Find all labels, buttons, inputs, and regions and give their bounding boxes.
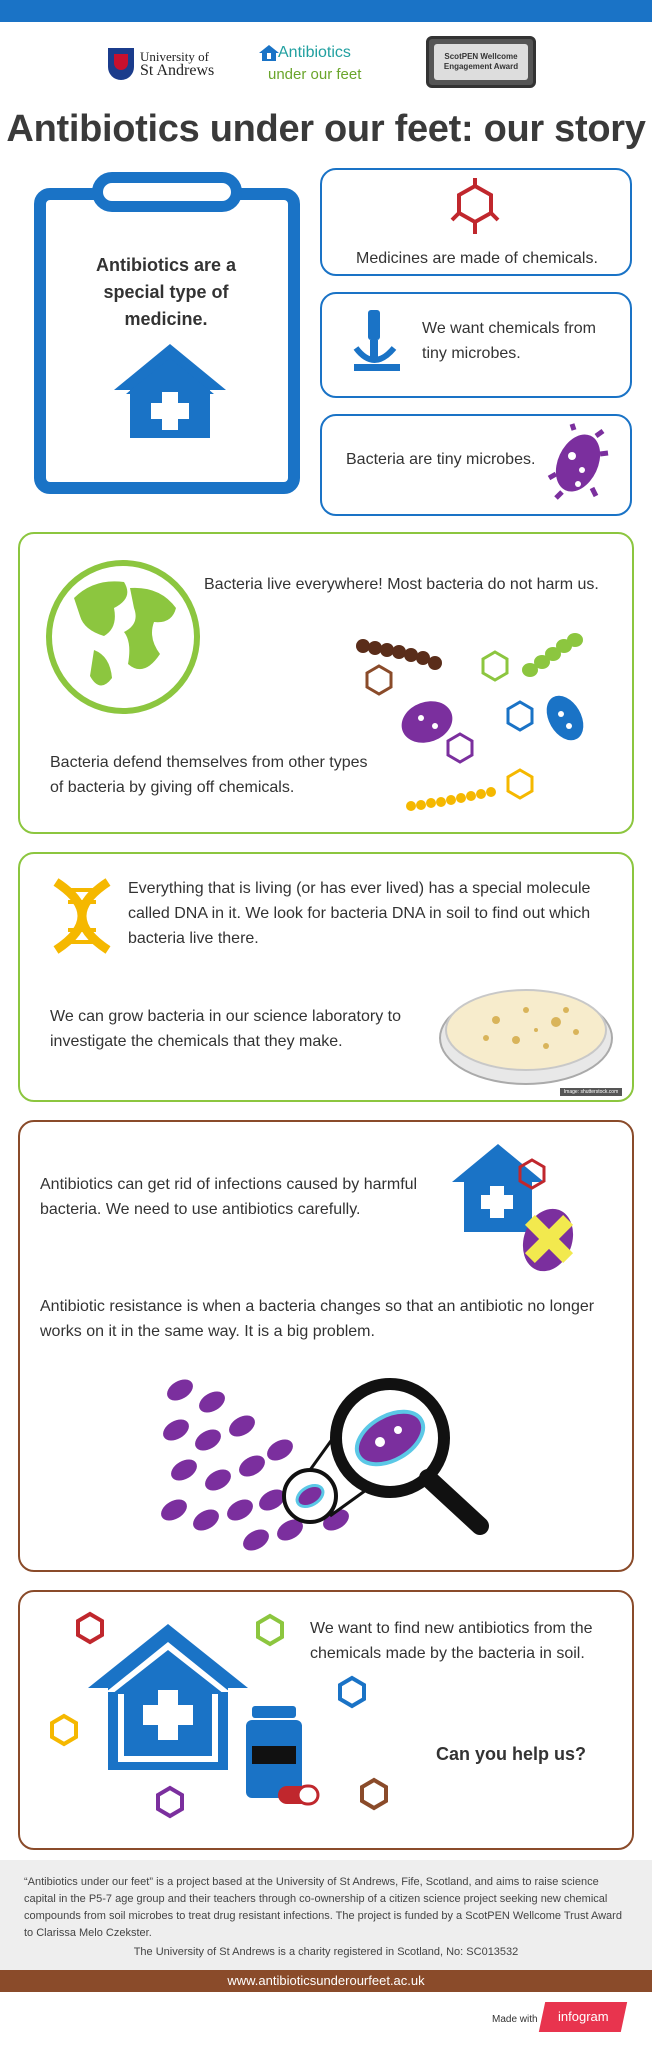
bacteria-everywhere-text: Bacteria live everywhere! Most bacteria do not harm us. [204, 576, 599, 593]
medical-house-icon [110, 340, 230, 440]
clipboard-clip [92, 172, 242, 212]
bacterium-icon [548, 426, 608, 500]
house-icon [258, 44, 280, 62]
globe-icon [44, 558, 202, 716]
dna-text: Everything that is living (or has ever lived) has a special molecule called DNA in it. We look for bacteria DNA in soil to find out which bacteria live there. [128, 880, 591, 947]
university-line1: University of [140, 49, 209, 64]
card-bacteria-text: Bacteria are tiny microbes. [346, 451, 536, 468]
petri-dish-illustration [436, 980, 616, 1090]
card-microbes-text: We want chemicals from tiny microbes. [422, 320, 596, 362]
university-line2: St Andrews [140, 62, 215, 79]
bacteria-defend-text: Bacteria defend themselves from other types of bacteria by giving off chemicals. [50, 754, 368, 796]
card-medicines-text: Medicines are made of chemicals. [356, 250, 598, 267]
image-credit: Image: shutterstock.com [560, 1088, 622, 1096]
help-question: Can you help us? [436, 1744, 587, 1764]
antibiotics-text: Antibiotics can get rid of infections caused by harmful bacteria. We need to use antibiotics carefully. [40, 1176, 418, 1218]
microscope-icon [350, 308, 404, 372]
project-logo-line2: under our feet [268, 66, 362, 83]
resistance-text: Antibiotic resistance is when a bacteria changes so that an antibiotic no longer works on it in the same way. It is a big problem. [40, 1298, 595, 1340]
infogram-logo[interactable] [539, 2002, 627, 2032]
laboratory-text: We can grow bacteria in our science laboratory to investigate the chemicals that they make. [50, 1008, 401, 1050]
project-logo [256, 40, 382, 94]
molecule-icon [450, 180, 500, 236]
new-antibiotics-text: We want to find new antibiotics from the chemicals made by the bacteria in soil. [310, 1620, 593, 1662]
logo-row [0, 34, 652, 94]
shield-icon [108, 48, 134, 80]
footer [0, 1860, 652, 1970]
st-andrews-logo [108, 48, 228, 88]
top-color-bar [0, 0, 652, 22]
clipboard-text: Antibiotics are a special type of medicine. [95, 255, 237, 329]
dna-icon [50, 878, 114, 954]
award-text: ScotPEN Wellcome Engagement Award [434, 44, 528, 80]
bacteria-cluster-illustration [355, 630, 605, 810]
made-with-label: Made with [492, 2014, 538, 2025]
infogram-logo-text: infogram [557, 2009, 609, 2024]
charity-text: The University of St Andrews is a charity registered in Scotland, No: SC013532 [133, 1946, 519, 1958]
project-logo-line1: Antibiotics [278, 44, 351, 61]
website-link[interactable]: www.antibioticsunderourfeet.ac.uk [0, 1970, 652, 1992]
medical-house-bacteria-icon [452, 1140, 582, 1280]
resistance-illustration [160, 1370, 500, 1560]
award-badge [426, 36, 536, 88]
footer-paragraph: “Antibiotics under our feet” is a project based at the University of St Andrews, Fife, Scotland, and aims to raise science capital in the P5-7 age group and their teachers through co-ownership of a citizen science project seeking new chemical compounds from soil microbes to treat drug resistant infections. The project is funded by a ScotPEN Wellcome Trust Award to Clarissa Melo Czekster. [24, 1876, 622, 1939]
page-title: Antibiotics under our feet: our story [6, 108, 646, 150]
